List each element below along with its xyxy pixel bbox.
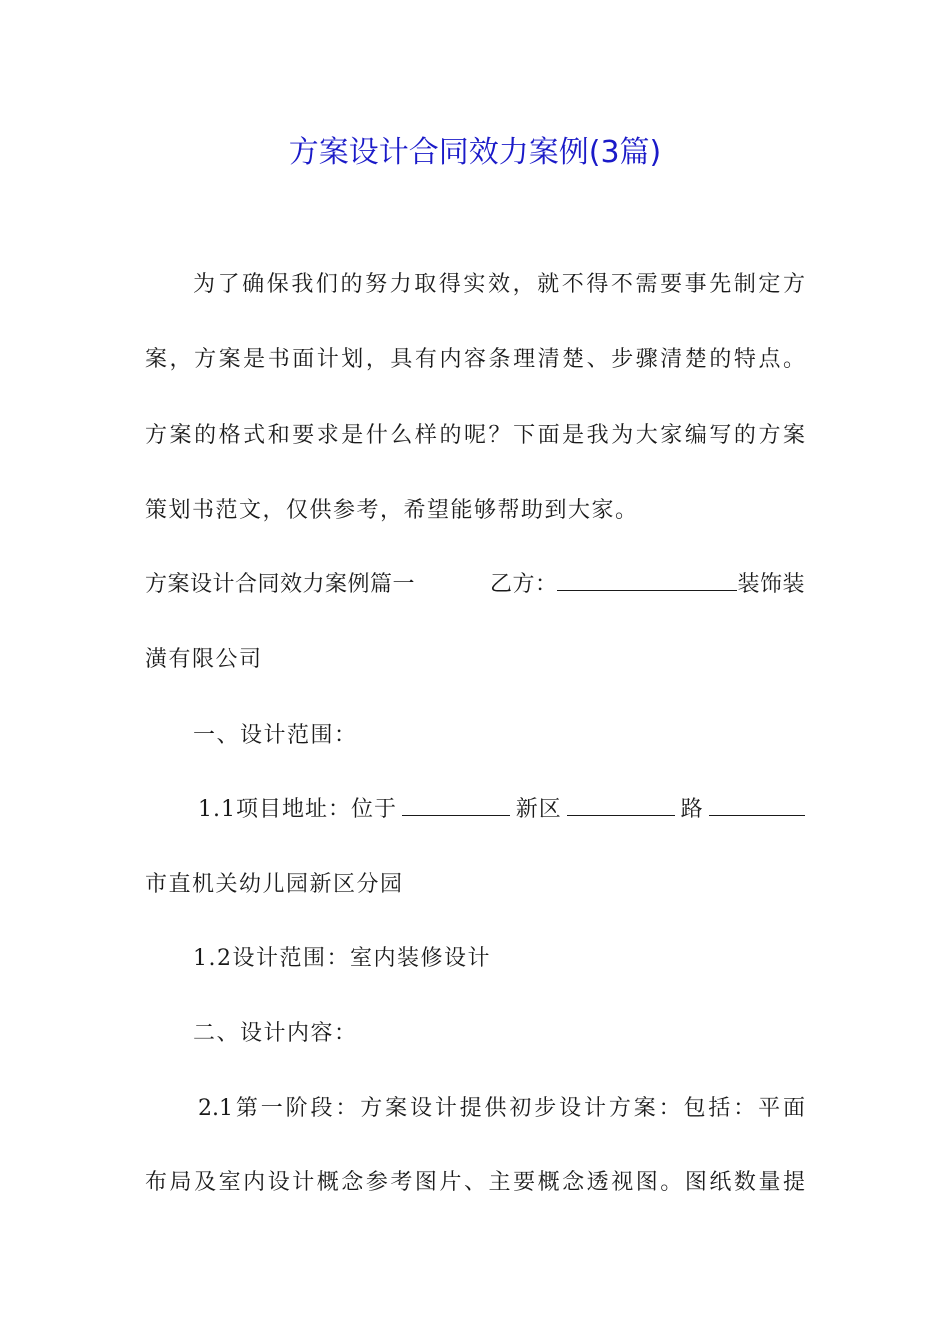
party-b-blank	[557, 568, 737, 591]
intro-line-1: 为了确保我们的努力取得实效，就不得不需要事先制定方	[193, 272, 805, 297]
item-1-1-blank-3	[709, 793, 805, 816]
intro-line-4: 策划书范文，仅供参考，希望能够帮助到大家。	[145, 498, 639, 523]
case-heading-row	[145, 565, 805, 605]
party-b-continuation: 潢有限公司	[145, 647, 263, 672]
item-1-1-mid1: 新区	[515, 797, 562, 822]
item-1-1-blank-2	[567, 793, 675, 816]
intro-line-3: 方案的格式和要求是什么样的呢？下面是我为大家编写的方案	[145, 423, 805, 448]
page-title: 方案设计合同效力案例(3篇)	[288, 135, 662, 170]
item-1-1-blank-1	[402, 793, 510, 816]
item-1-1-row	[198, 790, 805, 830]
section-1-heading: 一、设计范围：	[193, 723, 358, 748]
case-heading: 方案设计合同效力案例篇一	[145, 572, 416, 597]
item-1-1-mid2: 路	[680, 797, 704, 822]
item-1-2: 1.2设计范围：室内装修设计	[193, 946, 491, 971]
item-2-1-line-1: 2.1第一阶段：方案设计提供初步设计方案：包括：平面	[198, 1096, 805, 1121]
section-2-heading: 二、设计内容：	[193, 1021, 358, 1046]
item-2-1-line-2: 布局及室内设计概念参考图片、主要概念透视图。图纸数量提	[145, 1170, 805, 1195]
item-1-1-continuation: 市直机关幼儿园新区分园	[145, 872, 404, 897]
item-1-1-prefix: 1.1项目地址：位于	[198, 797, 397, 822]
intro-line-2: 案，方案是书面计划，具有内容条理清楚、步骤清楚的特点。	[145, 347, 805, 372]
party-b-label: 乙方：	[489, 572, 558, 597]
party-b-group	[490, 565, 805, 605]
party-b-suffix: 装饰装	[737, 572, 805, 597]
